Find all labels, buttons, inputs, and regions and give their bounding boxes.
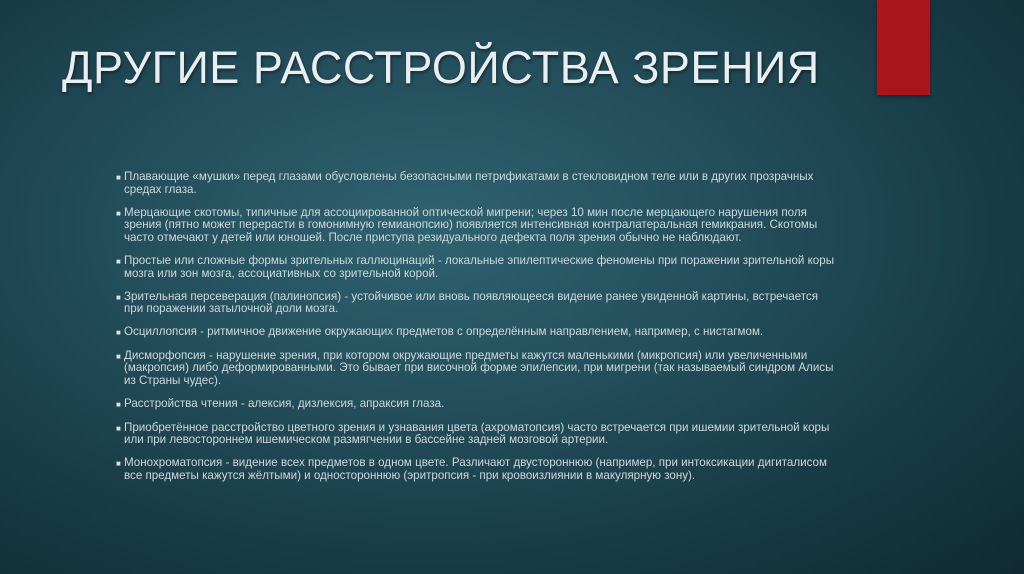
- square-bullet-icon: ■: [116, 351, 121, 361]
- list-item: [116, 422, 838, 447]
- list-item-text: Дисморфопсия - нарушение зрения, при котором окружающие предметы кажутся маленькими (микропсия) или увеличенными (макропсия) либо деформированными. Это бывает при височной форме эпилепсии, при мигрени (так называемый синдром Алисы из Страны чудес).: [124, 348, 834, 388]
- square-bullet-icon: ■: [116, 328, 121, 338]
- slide-title: ДРУГИЕ РАССТРОЙСТВА ЗРЕНИЯ: [62, 42, 820, 93]
- list-item-text: Монохроматопсия - видение всех предметов в одном цвете. Различают двустороннюю (например, при интоксикации дигиталисом все предметы кажутся жёлтыми) и одностороннюю (эритропсия - при кровоизлиянии в макулярную зону).: [124, 456, 827, 482]
- square-bullet-icon: ■: [116, 256, 121, 266]
- slide-content: [116, 171, 838, 493]
- square-bullet-icon: ■: [116, 292, 121, 302]
- list-item-text: Осциллопсия - ритмичное движение окружающих предметов с определённым направлением, например, с нистагмом.: [124, 325, 764, 339]
- list-item: [116, 207, 838, 245]
- list-item-text: Расстройства чтения - алексия, дизлексия, апраксия глаза.: [124, 397, 445, 411]
- square-bullet-icon: ■: [116, 173, 121, 182]
- square-bullet-icon: ■: [116, 459, 121, 469]
- list-item-text: Зрительная персеверация (палинопсия) - устойчивое или вновь появляющееся видение ранее увиденной картины, встречается при поражении затылочной доли мозга.: [124, 289, 819, 316]
- list-item-text: Мерцающие скотомы, типичные для ассоциированной оптической мигрени; через 10 мин после мерцающего нарушения поля зрения (пятно может перерасти в гомонимную гемианопсию) появляется интенсивная контралатеральная гемикрания. Скотомы часто отмечают у детей или юношей. После приступа резидуального дефекта поля зрения обычно не наблюдают.: [124, 205, 818, 244]
- list-item: [116, 171, 838, 196]
- list-item: [116, 350, 838, 388]
- square-bullet-icon: ■: [116, 423, 121, 433]
- list-item-text: Простые или сложные формы зрительных галлюцинаций - локальные эпилептические феномены при поражении зрительной коры мозга или зон мозга, ассоциативных со зрительной корой.: [124, 253, 835, 280]
- list-item: [116, 398, 838, 411]
- list-item-text: Плавающие «мушки» перед глазами обусловлены безопасными петрификатами в стекловидном теле или в других прозрачных средах глаза.: [124, 170, 814, 196]
- list-item-text: Приобретённое расстройство цветного зрения и узнавания цвета (ахроматопсия) часто встречается при ишемии зрительной коры или при левостороннем ишемическом размягчении в бассейне задней мозговой артерии.: [124, 420, 830, 447]
- list-item: [116, 326, 838, 339]
- red-accent-bar: [877, 0, 930, 95]
- list-item: [116, 291, 838, 316]
- list-item: [116, 255, 838, 280]
- square-bullet-icon: ■: [116, 400, 121, 410]
- list-item: [116, 457, 838, 482]
- square-bullet-icon: ■: [116, 208, 121, 218]
